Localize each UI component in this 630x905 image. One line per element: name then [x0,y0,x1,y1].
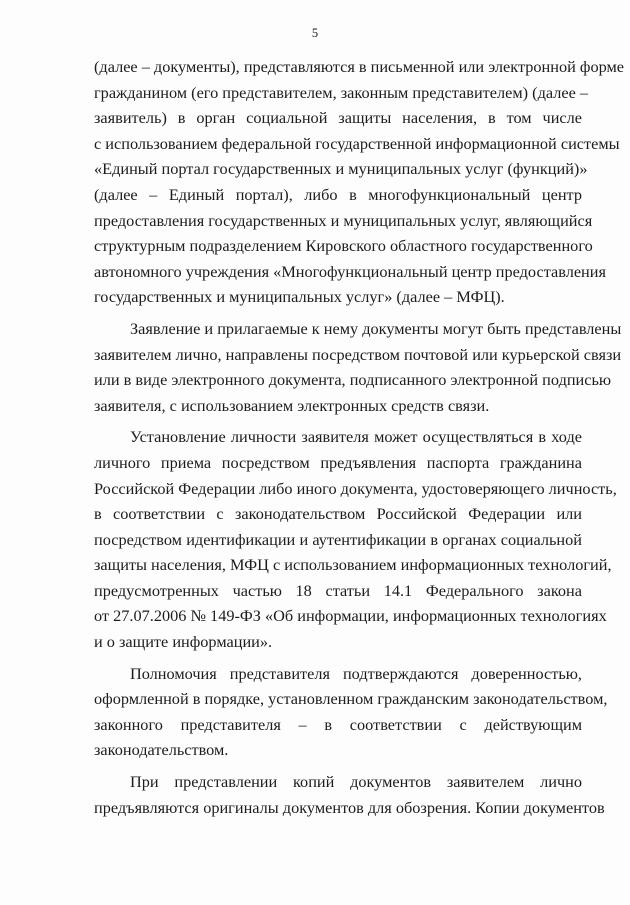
text-line: предъявляются оригиналы документов для обозрения. Копии документов [94,797,605,817]
text-line: заявителем лично, направлены посредством почтовой или курьерской связи [94,344,622,364]
text-line: защиты населения, МФЦ с использованием информационных технологий, [94,555,612,575]
text-line: При представлении копий документов заявителем лично [130,772,582,792]
text-line: личного приема посредством предъявления паспорта гражданина [94,452,582,472]
text-line: структурным подразделением Кировского областного государственного [94,236,593,256]
text-line: или в виде электронного документа, подписанного электронной подписью [94,370,612,390]
text-line: с использованием федеральной государственной информационной системы [94,133,620,153]
text-line: предоставления государственных и муниципальных услуг, являющийся [94,210,593,230]
page-number: 5 [311,26,319,40]
text-line: от 27.07.2006 № 149-ФЗ «Об информации, информационных технологиях [94,606,607,626]
text-line: в соответствии с законодательством Российской Федерации или [94,504,582,524]
text-line: законодательством. [94,740,229,760]
text-line: оформленной в порядке, установленном гражданским законодательством, [94,689,608,709]
text-line: Заявление и прилагаемые к нему документы могут быть представлены [130,318,622,338]
text-line: Установление личности заявителя может осуществляться в ходе [130,427,582,447]
paragraph-authority [94,661,608,763]
text-line: «Единый портал государственных и муниципальных услуг (функций)» [94,159,588,179]
text-line: законного представителя – в соответствии с действующим [94,714,582,734]
paragraph-identity [94,424,617,654]
text-line: заявителя, с использованием электронных средств связи. [94,395,490,415]
text-line: автономного учреждения «Многофункциональный центр предоставления [94,261,606,281]
text-line: и о защите информации». [94,632,273,652]
text-line: гражданином (его представителем, законным представителем) (далее – [94,82,589,102]
text-line: (далее – документы), представляются в письменной или электронной форме [94,57,625,76]
text-line: Полномочия представителя подтверждаются доверенностью, [130,663,582,683]
text-line: (далее – Единый портал), либо в многофункциональный центр [94,184,582,204]
text-line: заявитель) в орган социальной защиты населения, в том числе [94,108,582,128]
text-line: Российской Федерации либо иного документа, удостоверяющего личность, [94,478,617,498]
document-body [94,54,625,820]
text-line: посредством идентификации и аутентификации в органах социальной [94,529,582,549]
text-line: государственных и муниципальных услуг» (далее – МФЦ). [94,287,505,307]
paragraph-originals [94,769,605,820]
paragraph-submission [94,54,625,310]
paragraph-application-methods [94,316,622,418]
text-line: предусмотренных частью 18 статьи 14.1 Федерального закона [94,580,582,600]
